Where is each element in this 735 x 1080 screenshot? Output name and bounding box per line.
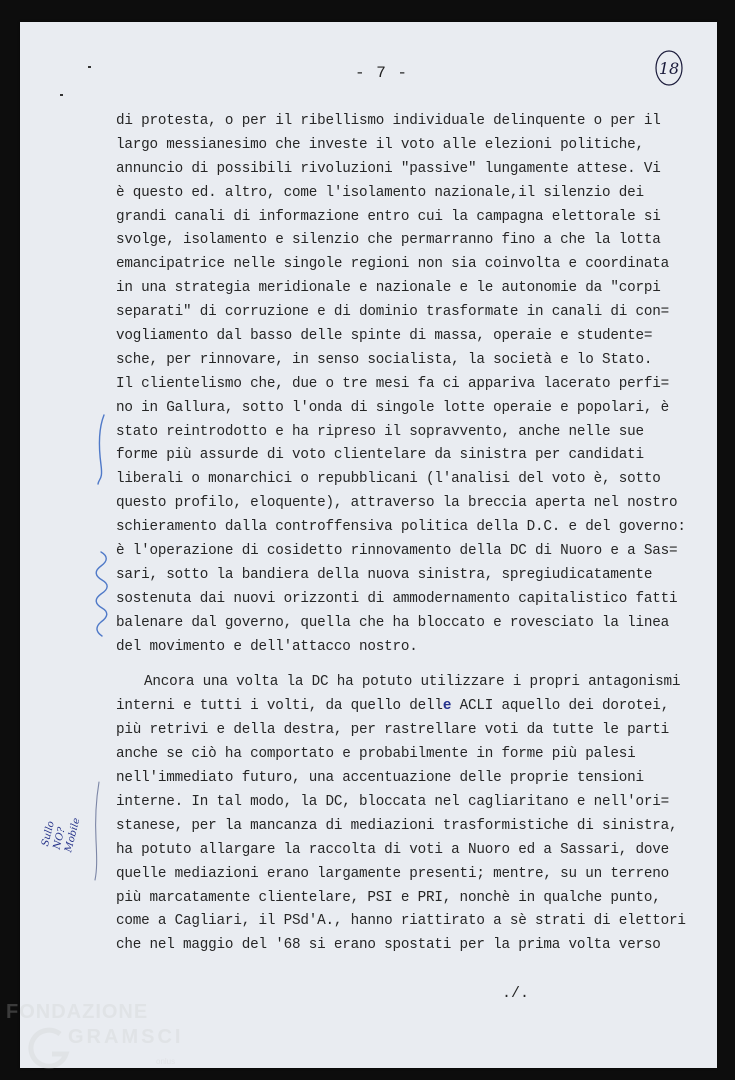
text-line: sostenuta dai nuovi orizzonti di ammodernamento capitalistico fatti [116, 590, 678, 607]
watermark [6, 1001, 184, 1066]
watermark-logo-icon [28, 1026, 72, 1076]
text-line: è questo ed. altro, come l'isolamento nazionale,il silenzio dei [116, 184, 644, 201]
handwritten-correction: e [442, 698, 452, 715]
text-line: balenare dal governo, quella che ha bloccato e rovesciato la linea [116, 614, 670, 631]
body-text [116, 110, 686, 958]
text-line: forme più assurde di voto clientelare da sinistra per candidati [116, 447, 644, 464]
text-line: stato reintrodotto e ha ripreso il sopravvento, anche nelle sue [116, 423, 644, 440]
text-fragment: interni e tutti i volti, da quello dell [116, 698, 443, 715]
text-line: questo profilo, eloquente), attraverso la breccia aperta nel nostro [116, 495, 678, 512]
archive-number: 18 [654, 48, 684, 88]
text-fragment: ACLI aquello dei dorotei, [451, 698, 670, 715]
paragraph-1 [116, 110, 686, 659]
continuation-mark: ./. [502, 985, 530, 1002]
text-line: largo messianesimo che investe il voto alle elezioni politiche, [116, 136, 644, 153]
text-line: del movimento e dell'attacco nostro. [116, 638, 418, 655]
text-line: è l'operazione di cosidetto rinnovamento della DC di Nuoro e a Sas= [116, 543, 678, 560]
watermark-suffix: onlus [156, 1057, 176, 1066]
paragraph-2 [116, 671, 686, 958]
handwritten-margin-note: Sullo NO? Mobile [40, 816, 83, 854]
text-line: sari, sotto la bandiera della nuova sinistra, spregiudicatamente [116, 566, 653, 583]
page-number: - 7 - [355, 64, 409, 82]
text-line: di protesta, o per il ribellismo individuale delinquente o per il [116, 113, 661, 129]
text-line: anche se ciò ha comportato e probabilmente in forme più palesi [116, 746, 636, 763]
text-line: nell'immediato futuro, una accentuazione delle proprie tensioni [116, 770, 644, 787]
text-line: vogliamento dal basso delle spinte di massa, operaie e studente= [116, 328, 653, 345]
text-line: Ancora una volta la DC ha potuto utilizzare i propri antagonismi [144, 674, 681, 691]
text-line: ha potuto allargare la raccolta di voti a Nuoro ed a Sassari, dove [116, 841, 670, 858]
text-line: grandi canali di informazione entro cui la campagna elettorale si [116, 208, 661, 225]
text-line-with-correction [116, 695, 686, 719]
text-line: in una strategia meridionale e nazionale e le autonomie da "corpi [116, 280, 661, 297]
watermark-line-1: FONDAZIONE [6, 1001, 149, 1023]
text-line: interne. In tal modo, la DC, bloccata nel cagliaritano e nell'ori= [116, 793, 670, 810]
text-line: Il clientelismo che, due o tre mesi fa ci appariva lacerato perfi= [116, 375, 670, 392]
text-line: liberali o monarchici o repubblicani (l'analisi del voto è, sotto [116, 471, 661, 488]
text-line: come a Cagliari, il PSd'A., hanno riattirato a sè strati di elettori [116, 913, 686, 930]
text-line: sche, per rinnovare, in senso socialista, la società e lo Stato. [116, 351, 653, 368]
stray-mark [88, 66, 91, 68]
watermark-line-2: GRAMSCI [68, 1026, 184, 1048]
text-line: quelle mediazioni erano largamente presenti; mentre, su un terreno [116, 865, 670, 882]
text-line: svolge, isolamento e silenzio che permarranno fino a che la lotta [116, 232, 661, 249]
stray-mark [60, 94, 63, 96]
text-line: no in Gallura, sotto l'onda di singole lotte operaie e popolari, è [116, 399, 670, 416]
text-line: emancipatrice nelle singole regioni non sia coinvolta e coordinata [116, 256, 670, 273]
text-line: stanese, per la mancanza di mediazioni trasformistiche di sinistra, [116, 817, 678, 834]
text-line: schieramento dalla controffensiva politica della D.C. e del governo: [116, 519, 686, 536]
text-line: annuncio di possibili rivoluzioni "passive" lungamente attese. Vi [116, 160, 661, 177]
text-line: più marcatamente clientelare, PSI e PRI, nonchè in qualche punto, [116, 889, 661, 906]
text-line: più retrivi e della destra, per rastrellare voti da tutte le parti [116, 722, 670, 739]
text-line: che nel maggio del '68 si erano spostati per la prima volta verso [116, 937, 661, 954]
text-line: separati" di corruzione e di dominio trasformate in canali di con= [116, 304, 670, 321]
